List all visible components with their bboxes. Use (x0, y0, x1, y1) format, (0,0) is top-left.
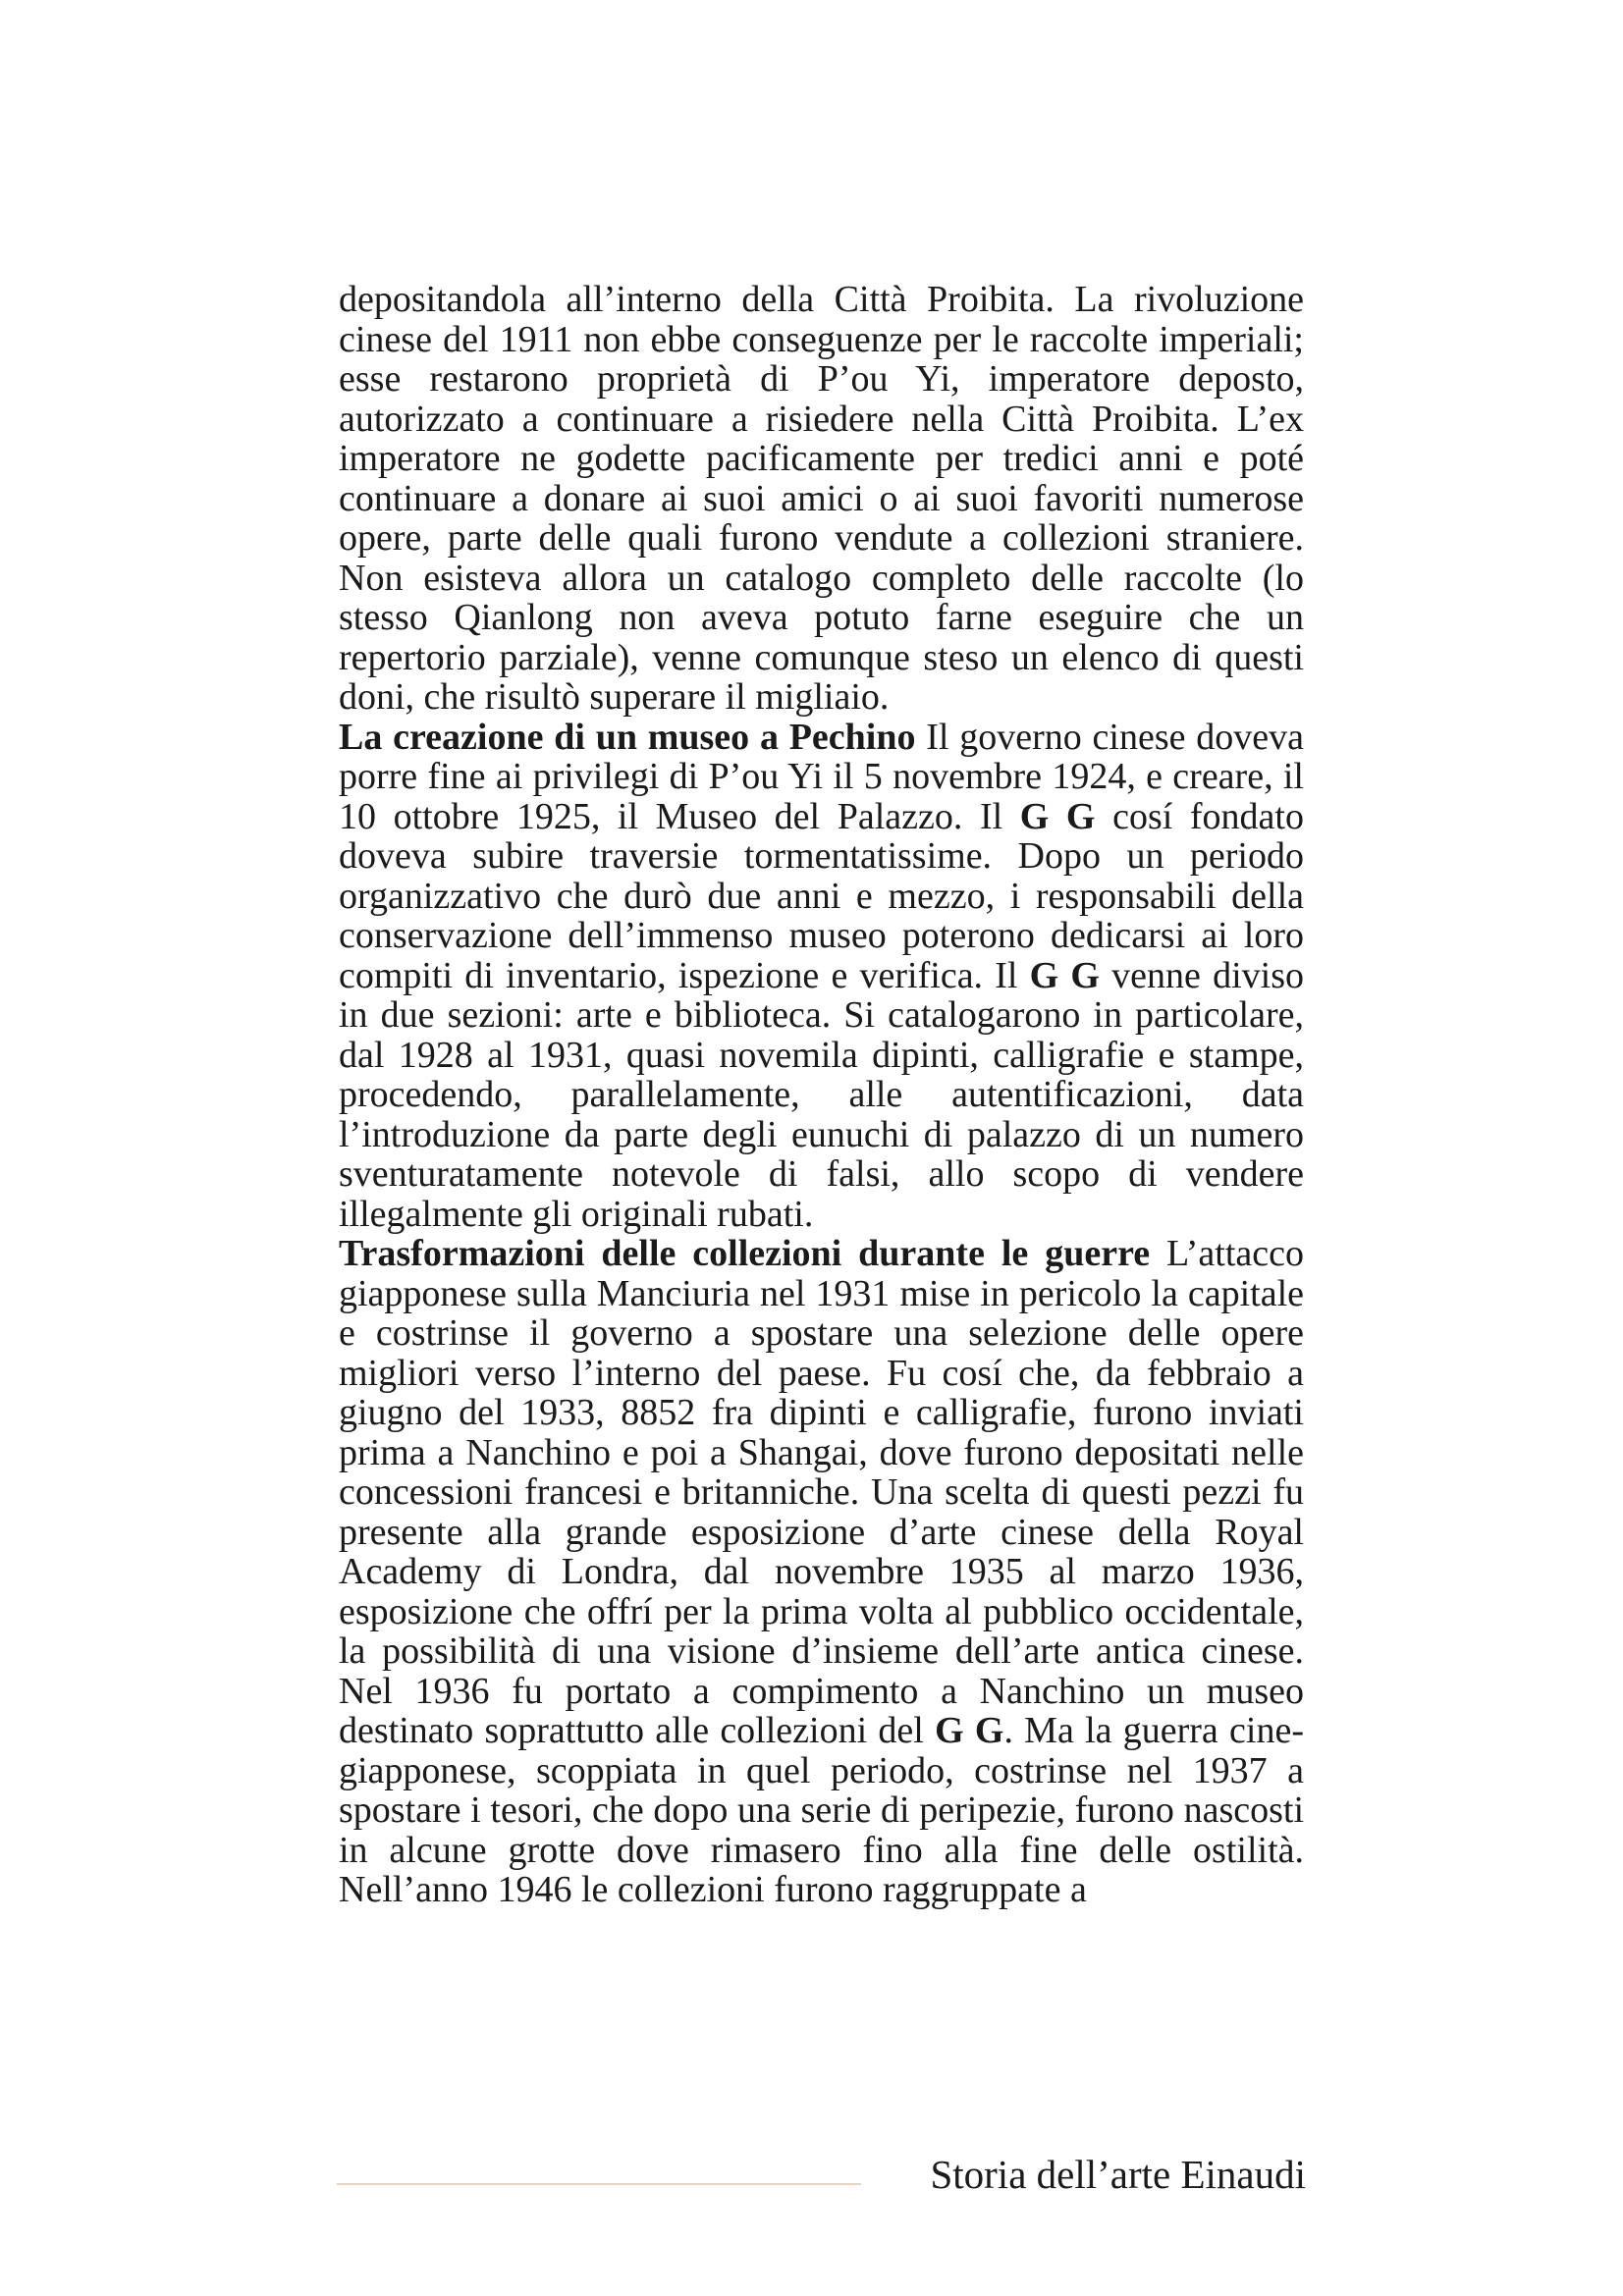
footer-rule (337, 2183, 861, 2185)
abbreviation-gg: G G (935, 1710, 1004, 1751)
abbreviation-gg: G G (1029, 954, 1100, 996)
paragraph-war-transformations (339, 1234, 1304, 1910)
paragraph-text: venne diviso in due sezioni: arte e biblioteca. Si catalogarono in particolare, dal 1928 al 1931, quasi novemila dipinti, calligrafie e stampe, procedendo, parallelamente, alle autentificazioni, data l’introduzione da parte degli eunuchi di palazzo di un numero sventuratamente notevole di falsi, allo scopo di vendere illegalmente gli originali rubati. (339, 954, 1304, 1235)
section-heading-war-transformations: Trasformazioni delle collezioni durante le guerre (339, 1233, 1151, 1274)
paragraph-text: L’attacco giapponese sulla Manciuria nel 1931 mise in pericolo la capitale e costrinse il governo a spostare una selezione delle opere migliori verso l’interno del paese. Fu cosí che, da febbraio a giugno del 1933, 8852 fra dipinti e calligrafie, furono inviati prima a Nanchino e poi a Shangai, dove furono depositati nelle concessioni francesi e britanniche. Una scelta di questi pezzi fu presente alla grande esposizione d’arte cinese della Royal Academy di Londra, dal novembre 1935 al marzo 1936, esposizione che offrí per la prima volta al pubblico occidentale, la possibilità di una visione d’insieme dell’arte antica cinese. Nel 1936 fu portato a compimento a Nanchino un museo destinato soprattutto alle collezioni del (339, 1233, 1304, 1751)
paragraph-text: Il governo cinese doveva porre fine ai privilegi di P’ou Yi il 5 novembre 1924, e creare, il 10 ottobre 1925, il Museo del Palazzo. Il (339, 716, 1304, 837)
abbreviation-gg: G G (1019, 795, 1096, 837)
paragraph-museum-creation (339, 718, 1304, 1235)
section-heading-museum-creation: La creazione di un museo a Pechino (339, 716, 916, 758)
paragraph-text: cosí fondato doveva subire traversie tormentatissime. Dopo un periodo organizzativo che durò due anni e mezzo, i responsabili della conservazione dell’immenso museo poterono dedicarsi ai loro compiti di inventario, ispezione e verifica. Il (339, 795, 1304, 996)
footer-publication-title: Storia dell’arte Einaudi (930, 2152, 1306, 2197)
paragraph-text: . Ma la guerra cine-giapponese, scoppiata in quel periodo, costrinse nel 1937 a spostare i tesori, che dopo una serie di peripezie, furono nascosti in alcune grotte dove rimasero fino alla fine delle ostilità. Nell’anno 1946 le collezioni furono raggruppate a (339, 1710, 1304, 1910)
paragraph-intro (339, 280, 1304, 718)
page-footer (337, 2150, 1306, 2209)
paragraph-intro-text: depositandola all’interno della Città Proibita. La rivoluzione cinese del 1911 non ebbe conseguenze per le raccolte imperiali; esse restarono proprietà di P’ou Yi, imperatore deposto, autorizzato a continuare a risiedere nella Città Proibita. L’ex imperatore ne godette pacificamente per tredici anni e poté continuare a donare ai suoi amici o ai suoi favoriti numerose opere, parte delle quali furono vendute a collezioni straniere. Non esisteva allora un catalogo completo delle raccolte (lo stesso Qianlong non aveva potuto farne eseguire che un repertorio parziale), venne comunque steso un elenco di questi doni, che risultò superare il migliaio. (339, 279, 1304, 718)
body-text (339, 280, 1304, 1910)
